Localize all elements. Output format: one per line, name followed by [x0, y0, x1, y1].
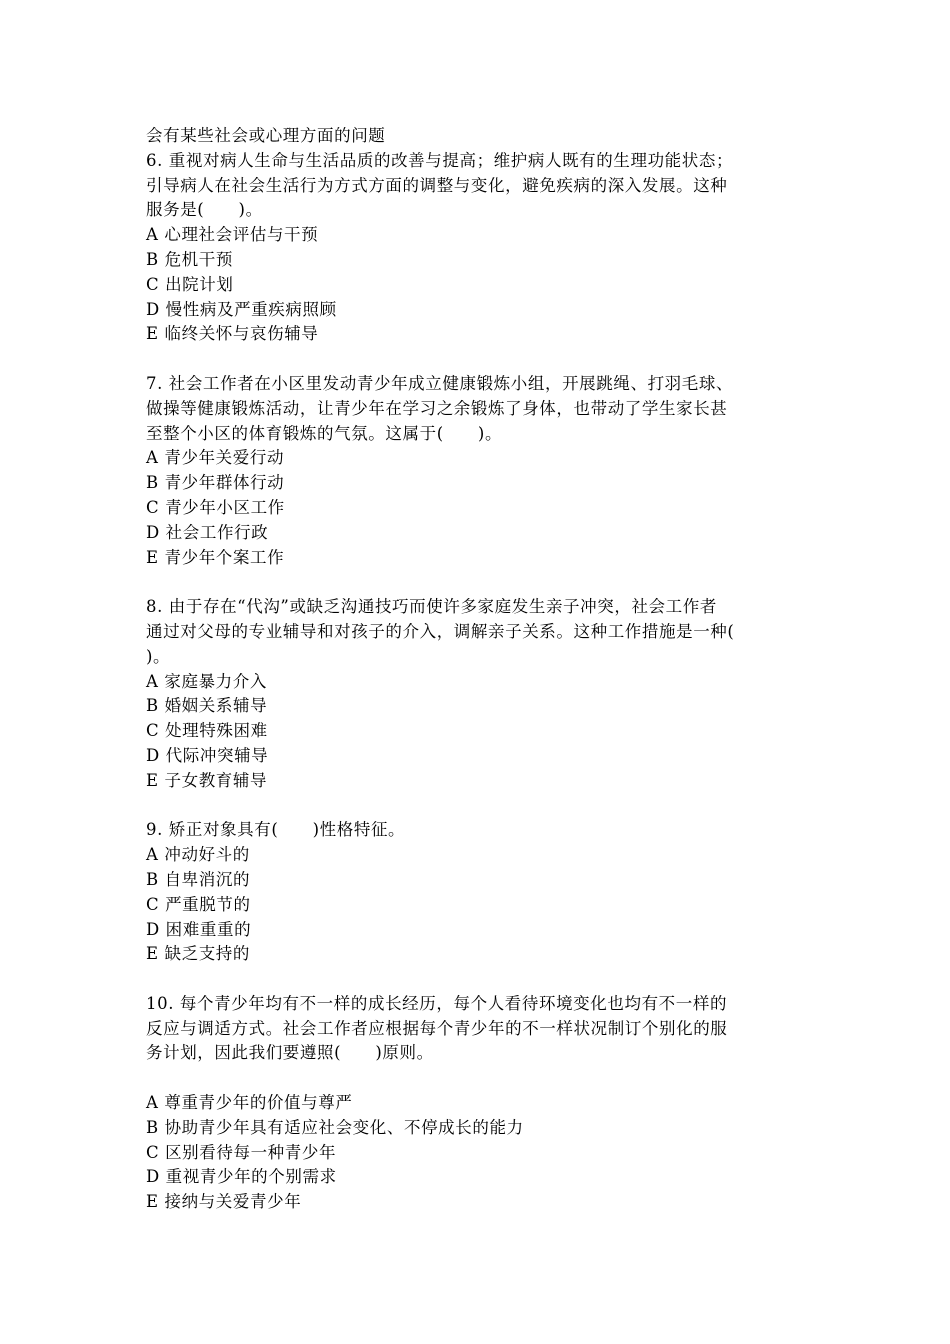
question-7-line-3: 至整个小区的体育锻炼的气氛。这属于( )。: [146, 423, 503, 443]
question-7-line-2: 做操等健康锻炼活动，让青少年在学习之余锻炼了身体，也带动了学生家长甚: [146, 398, 728, 418]
question-6-line-3: 服务是( )。: [146, 200, 263, 220]
question-9-option-e: E 缺乏支持的: [146, 944, 250, 964]
question-6-option-c: C 出院计划: [146, 274, 234, 294]
question-6-line-1: 6. 重视对病人生命与生活品质的改善与提高；维护病人既有的生理功能状态；: [146, 150, 734, 170]
question-10-option-d: D 重视青少年的个别需求: [146, 1167, 337, 1187]
question-10-line-2: 反应与调适方式。社会工作者应根据每个青少年的不一样状况制订个别化的服: [146, 1018, 728, 1038]
question-7: [146, 372, 816, 570]
question-9: [146, 818, 816, 967]
question-6-line-2: 引导病人在社会生活行为方式方面的调整与变化，避免疾病的深入发展。这种: [146, 175, 728, 195]
intro-line: 会有某些社会或心理方面的问题: [146, 126, 386, 145]
question-8-option-e: E 子女教育辅导: [146, 770, 268, 790]
question-9-option-d: D 困难重重的: [146, 919, 252, 939]
question-7-option-a: A 青少年关爱行动: [146, 448, 285, 468]
question-10-option-c: C 区别看待每一种青少年: [146, 1142, 337, 1162]
question-9-option-b: B 自卑消沉的: [146, 869, 251, 889]
question-8-option-c: C 处理特殊困难: [146, 721, 268, 741]
question-9-option-a: A 冲动好斗的: [146, 845, 250, 865]
document-page: [146, 124, 816, 1215]
question-8-option-d: D 代际冲突辅导: [146, 745, 269, 765]
question-8-option-a: A 家庭暴力介入: [146, 671, 267, 691]
question-8-line-2: 通过对父母的专业辅导和对孩子的介入，调解亲子关系。这种工作措施是一种(: [146, 621, 735, 641]
question-7-line-1: 7. 社会工作者在小区里发动青少年成立健康锻炼小组，开展跳绳、打羽毛球、: [146, 373, 734, 393]
question-8-option-b: B 婚姻关系辅导: [146, 696, 268, 716]
question-10: [146, 992, 816, 1215]
question-6: [146, 149, 816, 347]
question-7-option-c: C 青少年小区工作: [146, 497, 285, 517]
question-10-line-3: 务计划，因此我们要遵照( )原则。: [146, 1043, 434, 1063]
question-8: [146, 595, 816, 793]
question-6-option-d: D 慢性病及严重疾病照顾: [146, 299, 337, 319]
question-10-option-a: A 尊重青少年的价值与尊严: [146, 1093, 353, 1113]
question-10-option-e: E 接纳与关爱青少年: [146, 1192, 302, 1212]
question-6-option-b: B 危机干预: [146, 249, 233, 269]
question-8-line-3: )。: [146, 646, 171, 666]
question-7-option-d: D 社会工作行政: [146, 522, 269, 542]
question-10-blank-line: [146, 1066, 816, 1091]
question-6-option-a: A 心理社会评估与干预: [146, 225, 319, 245]
question-8-line-1: 8. 由于存在“代沟”或缺乏沟通技巧而使许多家庭发生亲子冲突，社会工作者: [146, 597, 717, 617]
question-10-option-b: B 协助青少年具有适应社会变化、不停成长的能力: [146, 1117, 524, 1137]
question-7-option-e: E 青少年个案工作: [146, 547, 285, 567]
question-6-option-e: E 临终关怀与哀伤辅导: [146, 324, 319, 344]
question-7-option-b: B 青少年群体行动: [146, 473, 285, 493]
question-9-option-c: C 严重脱节的: [146, 894, 251, 914]
question-10-line-1: 10. 每个青少年均有不一样的成长经历，每个人看待环境变化也均有不一样的: [146, 993, 728, 1013]
question-9-line-1: 9. 矫正对象具有( )性格特征。: [146, 820, 406, 840]
